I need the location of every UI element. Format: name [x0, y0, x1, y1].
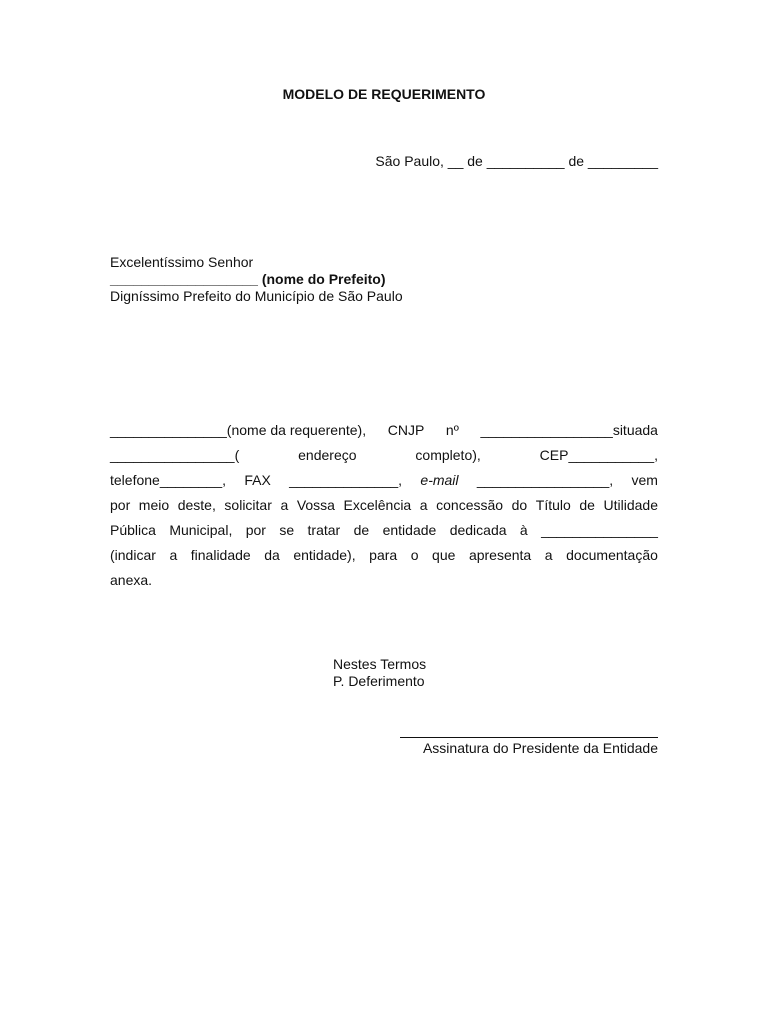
body-line-3 [110, 468, 658, 493]
body-word: FAX [244, 472, 271, 488]
body-word: CEP___________, [539, 447, 658, 463]
body-word: a [544, 547, 553, 563]
body-word: a [169, 547, 178, 563]
body-word: _________________, [476, 472, 614, 488]
body-word: nº [445, 422, 459, 438]
body-word: concessão [436, 497, 504, 513]
body-line-1 [110, 418, 658, 443]
body-word: tratar [307, 522, 341, 538]
date-line: São Paulo, __ de __________ de _________ [375, 153, 658, 169]
body-word: ______________, [289, 472, 403, 488]
body-word: documentação [566, 547, 658, 563]
body-word: CNJP [387, 422, 425, 438]
body-word-email: e-mail [420, 472, 459, 488]
body-word: Vossa [296, 497, 335, 513]
signature-line [400, 737, 658, 738]
body-word: do [511, 497, 528, 513]
body-word: Utilidade [603, 497, 658, 513]
body-word: a [419, 497, 428, 513]
closing-line-2: P. Deferimento [333, 673, 425, 689]
mayor-name-line [110, 271, 403, 288]
body-word: (indicar [110, 547, 156, 563]
body-word: a [280, 497, 289, 513]
body-word: dedicada [449, 522, 507, 538]
body-word: para [369, 547, 398, 563]
body-word: Municipal, [169, 522, 233, 538]
body-word: o [410, 547, 419, 563]
addressee-block [110, 254, 403, 305]
body-word: telefone________, [110, 472, 226, 488]
body-word: por [245, 522, 266, 538]
body-line-6 [110, 543, 658, 568]
body-word: de [579, 497, 595, 513]
body-word: anexa. [110, 572, 153, 588]
body-word: da [264, 547, 280, 563]
body-line-5 [110, 518, 658, 543]
body-word: se [279, 522, 295, 538]
closing-line-1: Nestes Termos [333, 656, 427, 672]
body-word: Pública [110, 522, 156, 538]
closing-block [333, 656, 426, 690]
body-word: à [519, 522, 528, 538]
request-body [110, 418, 658, 593]
body-word: entidade), [293, 547, 356, 563]
body-word: apresenta [468, 547, 532, 563]
body-word: endereço [298, 447, 357, 463]
mayor-office: Digníssimo Prefeito do Município de São Paulo [110, 288, 403, 304]
mayor-name-hint: (nome do Prefeito) [257, 271, 386, 287]
body-word: de [353, 522, 370, 538]
body-word: finalidade [190, 547, 251, 563]
body-word: vem [631, 472, 658, 488]
body-word: deste, [177, 497, 216, 513]
body-word: _______________ [541, 522, 658, 538]
body-word: por [110, 497, 131, 513]
body-line-2 [110, 443, 658, 468]
signature-label: Assinatura do Presidente da Entidade [422, 740, 658, 756]
body-word: _________________situada [480, 422, 658, 438]
body-word: entidade [382, 522, 437, 538]
body-word: ________________( [110, 447, 240, 463]
document-title: MODELO DE REQUERIMENTO [282, 86, 486, 102]
body-word: Título [535, 497, 571, 513]
body-line-4 [110, 493, 658, 518]
body-word: _______________(nome da requerente), [110, 422, 367, 438]
body-word: solicitar [224, 497, 272, 513]
mayor-name-blank: ___________________ [110, 271, 258, 287]
body-word: meio [138, 497, 170, 513]
salutation: Excelentíssimo Senhor [110, 254, 254, 270]
body-word: Excelência [343, 497, 412, 513]
body-line-7 [110, 568, 658, 593]
body-word: que [432, 547, 456, 563]
body-word: completo), [415, 447, 481, 463]
